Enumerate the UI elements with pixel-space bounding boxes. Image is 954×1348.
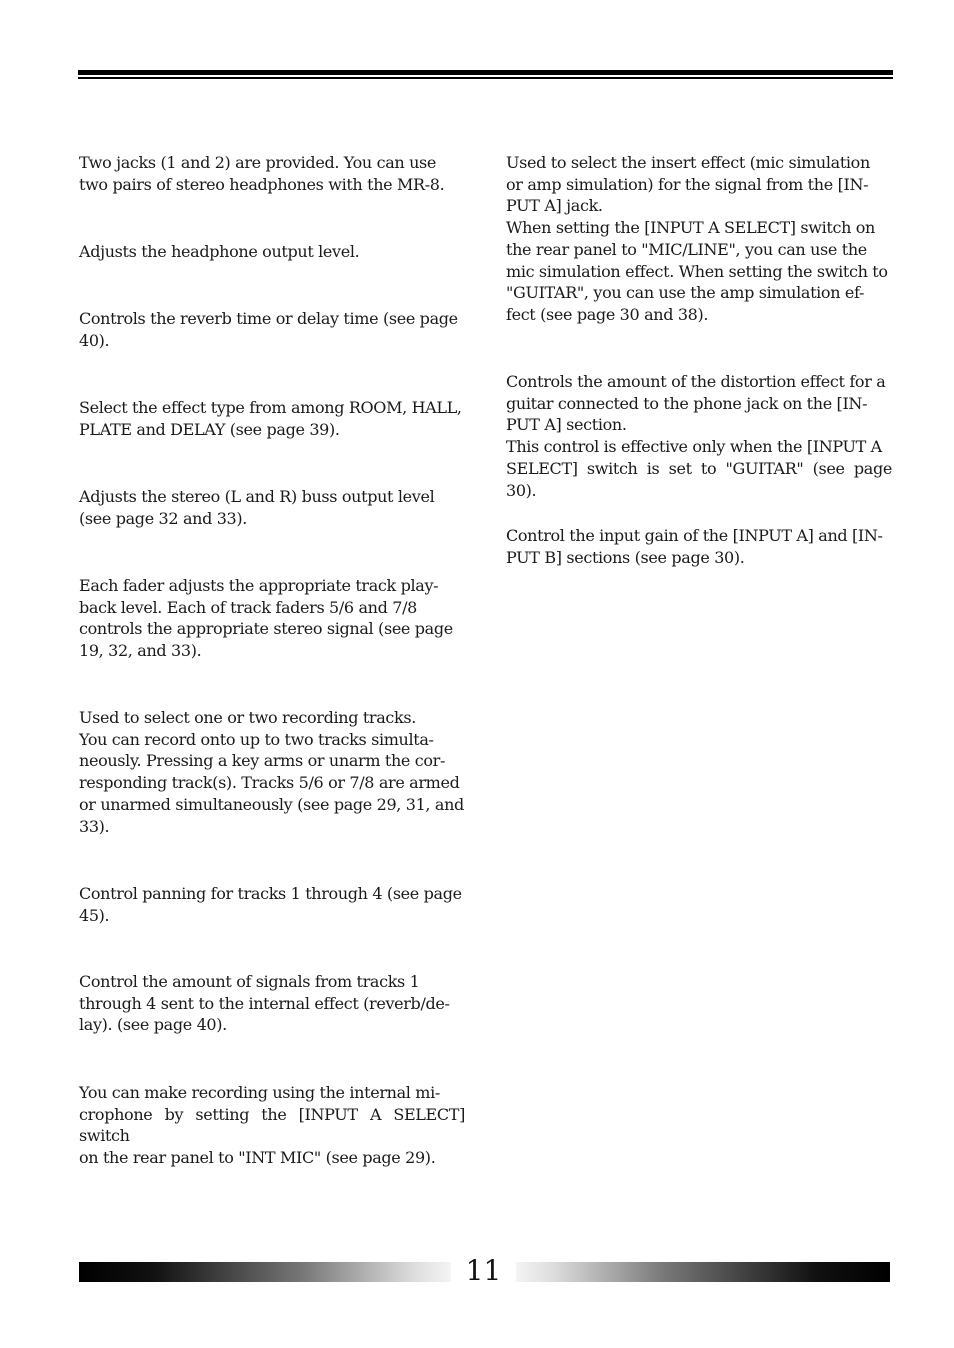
insert-effect-description: Used to select the insert effect (mic simulation or amp simulation) for the signal from the [IN- PUT A] jack. When setting the [INPUT A SELECT] switch on the rear panel to "MIC/LINE", you can use the mic simulation effect. When setting the switch to "GUITAR", you can use the amp simulation ef- fect (see page 30 and 38). bbox=[506, 153, 888, 324]
header-rule bbox=[78, 70, 893, 75]
pan-controls-description: Control panning for tracks 1 through 4 (see page 45). bbox=[79, 884, 462, 925]
effect-time-description: Controls the reverb time or delay time (see page 40). bbox=[79, 309, 458, 350]
headphone-jacks-description: Two jacks (1 and 2) are provided. You can use two pairs of stereo headphones with the MR-8. bbox=[79, 153, 445, 194]
headphone-level-description: Adjusts the headphone output level. bbox=[79, 242, 360, 261]
track-faders-description: Each fader adjusts the appropriate track play- back level. Each of track faders 5/6 and 7/8 controls the appropriate stereo signal (see page 19, 32, and 33). bbox=[79, 576, 453, 661]
page-number: 11 bbox=[465, 1254, 502, 1287]
input-gain-description: Control the input gain of the [INPUT A] and [IN- PUT B] sections (see page 30). bbox=[506, 526, 883, 567]
footer-gradient-bar-left bbox=[79, 1262, 451, 1282]
stereo-buss-level-description: Adjusts the stereo (L and R) buss output level (see page 32 and 33). bbox=[79, 487, 435, 528]
header-rule-thin bbox=[78, 77, 893, 79]
effect-send-description: Control the amount of signals from tracks 1 through 4 sent to the internal effect (reverb/de- lay). (see page 40). bbox=[79, 972, 450, 1035]
internal-mic-description: You can make recording using the internal mi- crophone by setting the [INPUT A SELECT] switch on the rear panel to "INT MIC" (see page 29). bbox=[79, 1083, 465, 1168]
distortion-control-description: Controls the amount of the distortion effect for a guitar connected to the phone jack on the [IN- PUT A] section. This control is effective only when the [INPUT A SELECT] switch is set to "GUITAR" (see page 30). bbox=[506, 372, 892, 500]
effect-type-description: Select the effect type from among ROOM, HALL, PLATE and DELAY (see page 39). bbox=[79, 398, 462, 439]
footer-gradient-bar-right bbox=[516, 1262, 890, 1282]
record-track-keys-description: Used to select one or two recording tracks. You can record onto up to two tracks simulta- neously. Pressing a key arms or unarm the cor- responding track(s). Tracks 5/6 or 7/8 are armed or unarmed simultaneously (see page 29, 31, and 33). bbox=[79, 708, 464, 836]
